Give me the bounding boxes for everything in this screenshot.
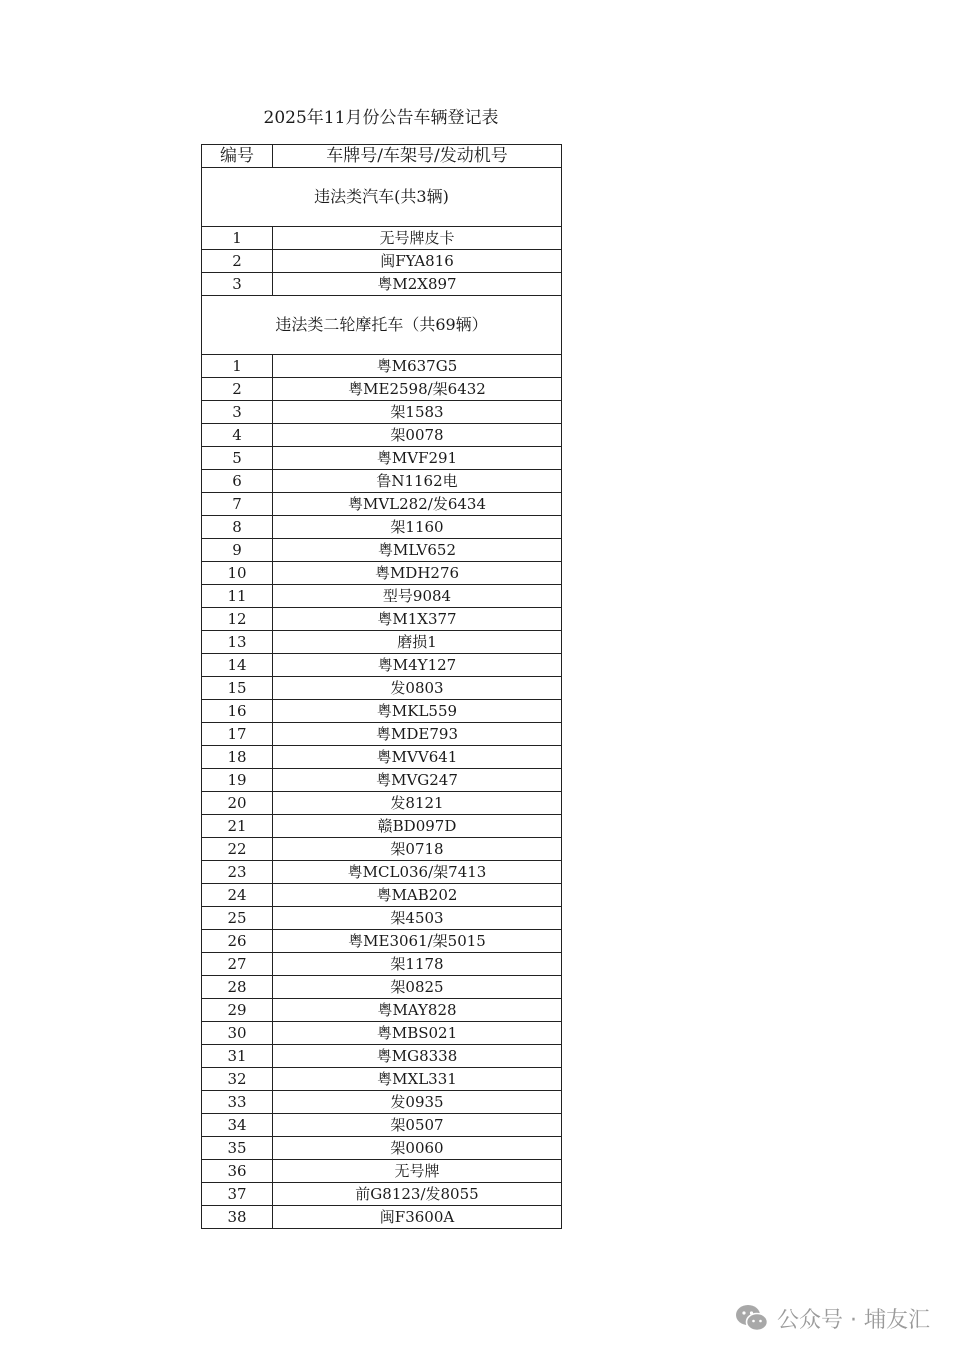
- row-plate: 粤MLV652: [273, 539, 562, 562]
- table-row: [202, 677, 562, 700]
- table-row: [202, 723, 562, 746]
- row-number: 8: [202, 516, 273, 539]
- row-plate: 发8121: [273, 792, 562, 815]
- row-plate: 粤MCL036/架7413: [273, 861, 562, 884]
- row-plate: 架0825: [273, 976, 562, 999]
- row-number: 3: [202, 401, 273, 424]
- table-row: [202, 1045, 562, 1068]
- table-row: [202, 447, 562, 470]
- table-row: [202, 999, 562, 1022]
- table-row: [202, 273, 562, 296]
- table-row: [202, 631, 562, 654]
- row-number: 7: [202, 493, 273, 516]
- watermark: [735, 1300, 930, 1336]
- row-number: 5: [202, 447, 273, 470]
- row-plate: 架0507: [273, 1114, 562, 1137]
- row-plate: 粤MAB202: [273, 884, 562, 907]
- row-plate: 型号9084: [273, 585, 562, 608]
- row-number: 2: [202, 250, 273, 273]
- table-row: [202, 884, 562, 907]
- table-row: [202, 1068, 562, 1091]
- table-row: [202, 815, 562, 838]
- row-plate: 架1160: [273, 516, 562, 539]
- row-number: 37: [202, 1183, 273, 1206]
- table-row: [202, 516, 562, 539]
- row-number: 20: [202, 792, 273, 815]
- row-number: 27: [202, 953, 273, 976]
- row-number: 33: [202, 1091, 273, 1114]
- row-number: 1: [202, 355, 273, 378]
- table-row: [202, 861, 562, 884]
- table-row: [202, 493, 562, 516]
- row-plate: 粤MAY828: [273, 999, 562, 1022]
- row-number: 18: [202, 746, 273, 769]
- row-number: 9: [202, 539, 273, 562]
- vehicle-register-table: [201, 144, 562, 1229]
- table-row: [202, 585, 562, 608]
- section-row: [202, 168, 562, 227]
- table-row: [202, 976, 562, 999]
- row-plate: 粤M4Y127: [273, 654, 562, 677]
- table-row: [202, 700, 562, 723]
- row-number: 28: [202, 976, 273, 999]
- row-plate: 发0935: [273, 1091, 562, 1114]
- wechat-icon: [735, 1303, 769, 1333]
- row-plate: 无号牌皮卡: [273, 227, 562, 250]
- table-row: [202, 378, 562, 401]
- row-plate: 无号牌: [273, 1160, 562, 1183]
- row-number: 30: [202, 1022, 273, 1045]
- row-number: 24: [202, 884, 273, 907]
- section-row: [202, 296, 562, 355]
- row-plate: 架0718: [273, 838, 562, 861]
- table-row: [202, 1137, 562, 1160]
- row-plate: 磨损1: [273, 631, 562, 654]
- row-number: 19: [202, 769, 273, 792]
- table-row: [202, 1206, 562, 1229]
- section-label: 违法类二轮摩托车（共69辆）: [202, 296, 562, 355]
- header-plate: 车牌号/车架号/发动机号: [273, 145, 562, 168]
- table-row: [202, 953, 562, 976]
- row-plate: 粤MG8338: [273, 1045, 562, 1068]
- row-number: 32: [202, 1068, 273, 1091]
- row-number: 38: [202, 1206, 273, 1229]
- table-row: [202, 1022, 562, 1045]
- row-number: 10: [202, 562, 273, 585]
- row-plate: 发0803: [273, 677, 562, 700]
- row-number: 12: [202, 608, 273, 631]
- row-plate: 架0078: [273, 424, 562, 447]
- header-number: 编号: [202, 145, 273, 168]
- row-plate: 粤MVL282/发6434: [273, 493, 562, 516]
- table-row: [202, 930, 562, 953]
- table-row: [202, 838, 562, 861]
- table-row: [202, 1183, 562, 1206]
- row-plate: 粤ME3061/架5015: [273, 930, 562, 953]
- row-number: 16: [202, 700, 273, 723]
- table-row: [202, 608, 562, 631]
- row-number: 23: [202, 861, 273, 884]
- table-row: [202, 401, 562, 424]
- row-number: 34: [202, 1114, 273, 1137]
- row-plate: 闽F3600A: [273, 1206, 562, 1229]
- row-number: 11: [202, 585, 273, 608]
- table-row: [202, 792, 562, 815]
- table-row: [202, 1160, 562, 1183]
- row-plate: 闽FYA816: [273, 250, 562, 273]
- row-plate: 粤MKL559: [273, 700, 562, 723]
- table-header-row: [202, 145, 562, 168]
- row-plate: 粤MXL331: [273, 1068, 562, 1091]
- row-plate: 粤MDH276: [273, 562, 562, 585]
- table-row: [202, 562, 562, 585]
- row-plate: 粤MVF291: [273, 447, 562, 470]
- row-plate: 架1583: [273, 401, 562, 424]
- row-plate: 粤ME2598/架6432: [273, 378, 562, 401]
- row-plate: 鲁N1162电: [273, 470, 562, 493]
- row-number: 14: [202, 654, 273, 677]
- row-number: 3: [202, 273, 273, 296]
- row-number: 35: [202, 1137, 273, 1160]
- row-number: 13: [202, 631, 273, 654]
- row-plate: 架0060: [273, 1137, 562, 1160]
- row-plate: 粤MVG247: [273, 769, 562, 792]
- row-number: 2: [202, 378, 273, 401]
- watermark-text: 公众号 · 埔友汇: [777, 1307, 930, 1333]
- row-plate: 粤M637G5: [273, 355, 562, 378]
- row-plate: 架1178: [273, 953, 562, 976]
- table-row: [202, 424, 562, 447]
- row-plate: 粤M1X377: [273, 608, 562, 631]
- row-plate: 粤MBS021: [273, 1022, 562, 1045]
- row-number: 26: [202, 930, 273, 953]
- row-number: 15: [202, 677, 273, 700]
- row-plate: 前G8123/发8055: [273, 1183, 562, 1206]
- table-row: [202, 907, 562, 930]
- row-plate: 粤MVV641: [273, 746, 562, 769]
- row-number: 22: [202, 838, 273, 861]
- row-plate: 粤M2X897: [273, 273, 562, 296]
- table-row: [202, 1091, 562, 1114]
- row-number: 25: [202, 907, 273, 930]
- page-title: 2025年11月份公告车辆登记表: [263, 108, 499, 128]
- table-row: [202, 355, 562, 378]
- row-plate: 粤MDE793: [273, 723, 562, 746]
- row-plate: 赣BD097D: [273, 815, 562, 838]
- table-body: [202, 168, 562, 1229]
- row-number: 29: [202, 999, 273, 1022]
- row-number: 1: [202, 227, 273, 250]
- row-number: 21: [202, 815, 273, 838]
- table-row: [202, 250, 562, 273]
- row-number: 17: [202, 723, 273, 746]
- table-row: [202, 746, 562, 769]
- row-number: 36: [202, 1160, 273, 1183]
- section-label: 违法类汽车(共3辆): [202, 168, 562, 227]
- table-row: [202, 539, 562, 562]
- row-number: 6: [202, 470, 273, 493]
- table-row: [202, 654, 562, 677]
- row-number: 4: [202, 424, 273, 447]
- table-row: [202, 1114, 562, 1137]
- row-plate: 架4503: [273, 907, 562, 930]
- table-row: [202, 470, 562, 493]
- row-number: 31: [202, 1045, 273, 1068]
- table-row: [202, 227, 562, 250]
- table-row: [202, 769, 562, 792]
